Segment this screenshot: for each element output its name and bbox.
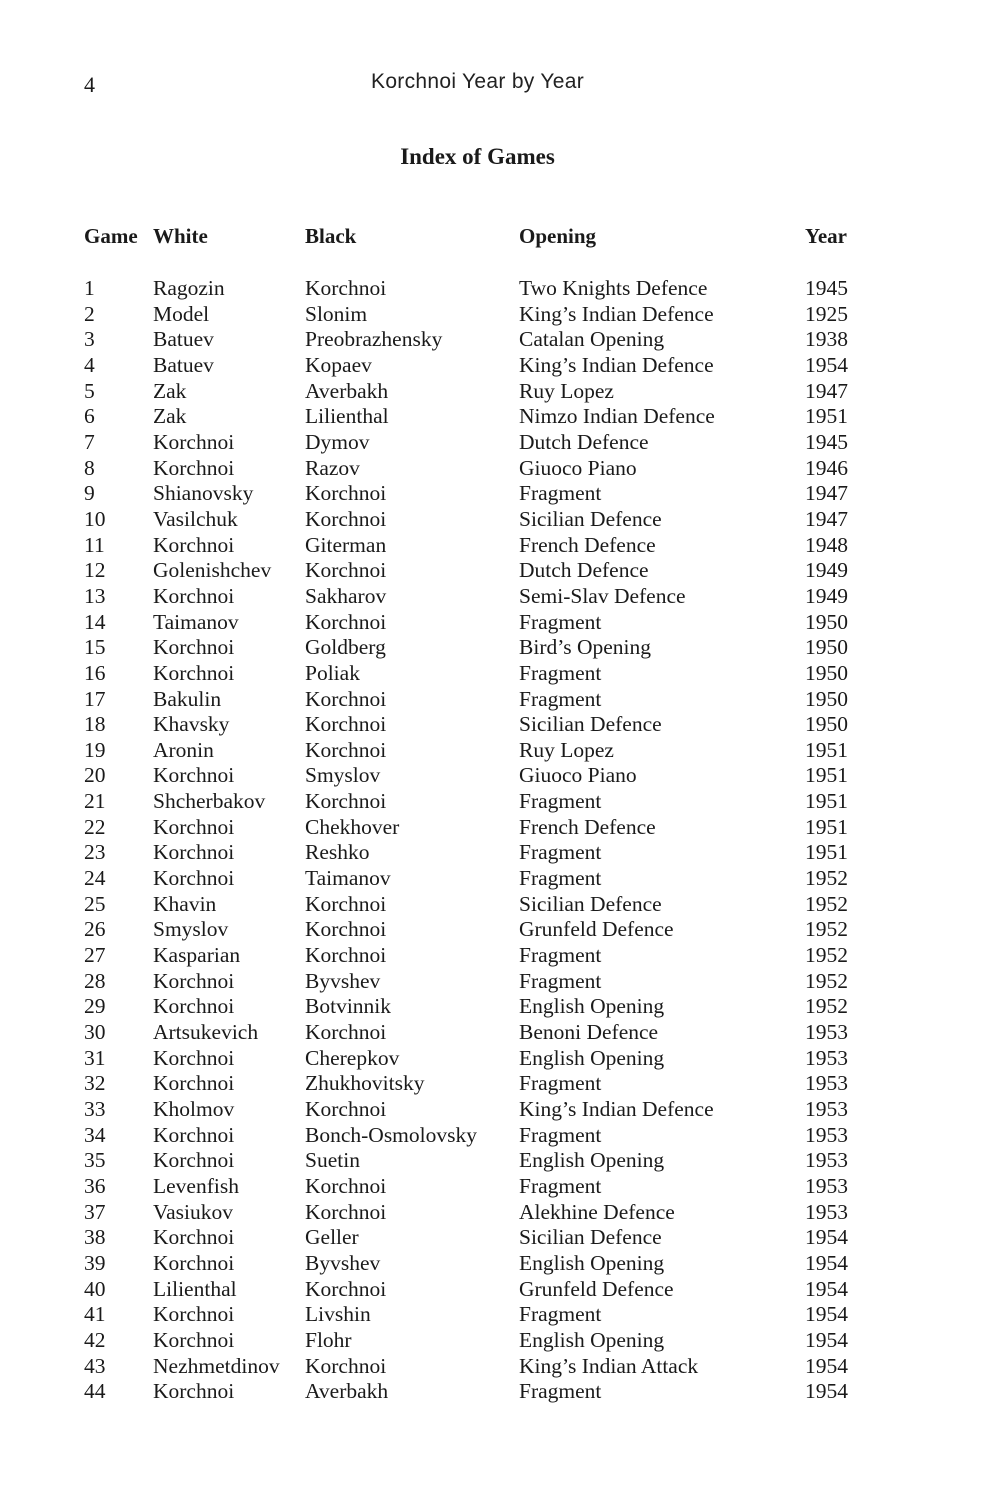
game-number-cell: 14 xyxy=(84,609,106,634)
table-row xyxy=(84,327,865,353)
table-row xyxy=(84,533,865,559)
opening-cell: Sicilian Defence xyxy=(519,1225,662,1250)
table-row xyxy=(84,1071,865,1097)
black-player-cell: Giterman xyxy=(305,532,387,557)
table-row xyxy=(84,866,865,892)
white-player-cell: Artsukevich xyxy=(153,1020,259,1045)
black-player-cell: Reshko xyxy=(305,840,370,865)
opening-cell: King’s Indian Defence xyxy=(519,301,714,326)
opening-cell: French Defence xyxy=(519,814,656,839)
white-player-cell: Korchnoi xyxy=(153,1327,235,1352)
game-number-cell: 21 xyxy=(84,789,106,814)
game-number-cell: 18 xyxy=(84,712,106,737)
game-number-cell: 44 xyxy=(84,1379,106,1404)
year-cell: 1951 xyxy=(805,737,848,762)
black-player-cell: Sakharov xyxy=(305,583,387,608)
game-number-cell: 32 xyxy=(84,1071,106,1096)
black-player-cell: Dymov xyxy=(305,429,370,454)
white-player-cell: Kasparian xyxy=(153,943,241,968)
black-player-cell: Korchnoi xyxy=(305,1097,387,1121)
table-row xyxy=(84,969,865,995)
year-cell: 1954 xyxy=(805,1302,848,1327)
opening-cell: Catalan Opening xyxy=(519,327,665,352)
game-number-cell: 2 xyxy=(84,301,95,326)
white-player-cell: Korchnoi xyxy=(153,814,235,839)
game-number-cell: 23 xyxy=(84,840,106,865)
white-player-cell: Golenishchev xyxy=(153,558,272,583)
game-number-cell: 34 xyxy=(84,1122,106,1147)
black-player-cell: Korchnoi xyxy=(305,917,387,942)
opening-cell: Fragment xyxy=(519,1302,602,1327)
table-row xyxy=(84,1302,865,1328)
header-row xyxy=(84,224,865,264)
opening-cell: English Opening xyxy=(519,1327,665,1352)
game-number-cell: 6 xyxy=(84,404,95,429)
opening-cell: Fragment xyxy=(519,481,602,506)
white-player-cell: Korchnoi xyxy=(153,429,235,454)
white-player-cell: Kholmov xyxy=(153,1097,235,1121)
black-player-cell: Byvshev xyxy=(305,968,381,993)
game-number-cell: 29 xyxy=(84,994,106,1019)
game-number-cell: 4 xyxy=(84,352,95,377)
game-number-cell: 25 xyxy=(84,891,106,916)
year-cell: 1950 xyxy=(805,712,848,737)
opening-cell: Fragment xyxy=(519,660,602,685)
header-black: Black xyxy=(305,224,357,248)
opening-cell: Giuoco Piano xyxy=(519,455,637,480)
white-player-cell: Korchnoi xyxy=(153,1379,235,1404)
year-cell: 1954 xyxy=(805,1353,848,1378)
year-cell: 1952 xyxy=(805,994,848,1019)
year-cell: 1947 xyxy=(805,506,848,531)
table-row xyxy=(84,994,865,1020)
opening-cell: Sicilian Defence xyxy=(519,506,662,531)
opening-cell: Nimzo Indian Defence xyxy=(519,404,715,429)
black-player-cell: Kopaev xyxy=(305,352,372,377)
section-title: Index of Games xyxy=(400,144,555,169)
white-player-cell: Korchnoi xyxy=(153,994,235,1019)
white-player-cell: Vasilchuk xyxy=(153,506,238,531)
table-row xyxy=(84,789,865,815)
table-row xyxy=(84,610,865,636)
white-player-cell: Korchnoi xyxy=(153,583,235,608)
game-number-cell: 42 xyxy=(84,1327,106,1352)
year-cell: 1946 xyxy=(805,455,848,480)
table-row xyxy=(84,712,865,738)
opening-cell: Alekhine Defence xyxy=(519,1199,675,1224)
opening-cell: Fragment xyxy=(519,1173,602,1198)
table-row xyxy=(84,661,865,687)
opening-cell: Ruy Lopez xyxy=(519,378,614,403)
white-player-cell: Zak xyxy=(153,378,187,403)
white-player-cell: Khavin xyxy=(153,891,217,916)
black-player-cell: Geller xyxy=(305,1225,359,1250)
year-cell: 1945 xyxy=(805,276,848,300)
table-row xyxy=(84,1046,865,1072)
year-cell: 1954 xyxy=(805,352,848,377)
game-number-cell: 11 xyxy=(84,532,105,557)
table-row xyxy=(84,276,865,302)
table-row xyxy=(84,481,865,507)
game-number-cell: 35 xyxy=(84,1148,106,1173)
opening-cell: Grunfeld Defence xyxy=(519,1276,674,1301)
game-number-cell: 5 xyxy=(84,378,95,403)
year-cell: 1952 xyxy=(805,917,848,942)
black-player-cell: Slonim xyxy=(305,301,368,326)
opening-cell: Semi-Slav Defence xyxy=(519,583,686,608)
opening-cell: King’s Indian Defence xyxy=(519,1097,714,1121)
year-cell: 1951 xyxy=(805,840,848,865)
year-cell: 1952 xyxy=(805,891,848,916)
white-player-cell: Ragozin xyxy=(153,276,225,300)
opening-cell: Fragment xyxy=(519,609,602,634)
opening-cell: Fragment xyxy=(519,943,602,968)
table-row xyxy=(84,840,865,866)
white-player-cell: Shcherbakov xyxy=(153,789,266,814)
black-player-cell: Korchnoi xyxy=(305,737,387,762)
opening-cell: Dutch Defence xyxy=(519,429,649,454)
year-cell: 1949 xyxy=(805,583,848,608)
opening-cell: King’s Indian Defence xyxy=(519,352,714,377)
white-player-cell: Shianovsky xyxy=(153,481,254,506)
game-number-cell: 8 xyxy=(84,455,95,480)
white-player-cell: Korchnoi xyxy=(153,1148,235,1173)
game-number-cell: 20 xyxy=(84,763,106,788)
year-cell: 1954 xyxy=(805,1225,848,1250)
header-year: Year xyxy=(805,224,847,248)
black-player-cell: Lilienthal xyxy=(305,404,389,429)
opening-cell: Sicilian Defence xyxy=(519,712,662,737)
year-cell: 1951 xyxy=(805,404,848,429)
table-row xyxy=(84,687,865,713)
opening-cell: English Opening xyxy=(519,1148,665,1173)
header-white: White xyxy=(153,224,208,248)
year-cell: 1953 xyxy=(805,1097,848,1121)
game-number-cell: 10 xyxy=(84,506,106,531)
black-player-cell: Korchnoi xyxy=(305,686,387,711)
black-player-cell: Goldberg xyxy=(305,635,386,660)
table-row xyxy=(84,1354,865,1380)
white-player-cell: Korchnoi xyxy=(153,840,235,865)
table-row xyxy=(84,815,865,841)
white-player-cell: Bakulin xyxy=(153,686,222,711)
white-player-cell: Korchnoi xyxy=(153,1045,235,1070)
table-row xyxy=(84,1174,865,1200)
year-cell: 1953 xyxy=(805,1071,848,1096)
table-row xyxy=(84,1200,865,1226)
opening-cell: Fragment xyxy=(519,1071,602,1096)
year-cell: 1951 xyxy=(805,789,848,814)
game-number-cell: 40 xyxy=(84,1276,106,1301)
game-number-cell: 15 xyxy=(84,635,106,660)
year-cell: 1952 xyxy=(805,943,848,968)
game-number-cell: 26 xyxy=(84,917,106,942)
opening-cell: Two Knights Defence xyxy=(519,276,708,300)
black-player-cell: Flohr xyxy=(305,1327,352,1352)
game-number-cell: 16 xyxy=(84,660,106,685)
white-player-cell: Nezhmetdinov xyxy=(153,1353,280,1378)
black-player-cell: Preobrazhensky xyxy=(305,327,443,352)
table-row xyxy=(84,738,865,764)
table-row xyxy=(84,584,865,610)
year-cell: 1952 xyxy=(805,968,848,993)
header-opening: Opening xyxy=(519,224,597,248)
opening-cell: Fragment xyxy=(519,866,602,891)
game-number-cell: 28 xyxy=(84,968,106,993)
black-player-cell: Korchnoi xyxy=(305,712,387,737)
white-player-cell: Model xyxy=(153,301,210,326)
year-cell: 1950 xyxy=(805,635,848,660)
games-index-table xyxy=(84,224,865,1405)
table-row xyxy=(84,943,865,969)
black-player-cell: Livshin xyxy=(305,1302,371,1327)
black-player-cell: Korchnoi xyxy=(305,789,387,814)
black-player-cell: Korchnoi xyxy=(305,506,387,531)
table-row xyxy=(84,1123,865,1149)
black-player-cell: Averbakh xyxy=(305,378,389,403)
header-game: Game xyxy=(84,224,138,248)
game-number-cell: 27 xyxy=(84,943,106,968)
opening-cell: Fragment xyxy=(519,1379,602,1404)
opening-cell: Giuoco Piano xyxy=(519,763,637,788)
game-number-cell: 9 xyxy=(84,481,95,506)
black-player-cell: Poliak xyxy=(305,660,360,685)
black-player-cell: Korchnoi xyxy=(305,943,387,968)
table-row xyxy=(84,763,865,789)
black-player-cell: Smyslov xyxy=(305,763,381,788)
game-number-cell: 1 xyxy=(84,276,95,300)
game-number-cell: 33 xyxy=(84,1097,106,1121)
game-number-cell: 12 xyxy=(84,558,106,583)
game-number-cell: 17 xyxy=(84,686,106,711)
table-row xyxy=(84,379,865,405)
black-player-cell: Korchnoi xyxy=(305,1353,387,1378)
black-player-cell: Korchnoi xyxy=(305,1199,387,1224)
opening-cell: King’s Indian Attack xyxy=(519,1353,699,1378)
opening-cell: Fragment xyxy=(519,789,602,814)
year-cell: 1954 xyxy=(805,1379,848,1404)
year-cell: 1953 xyxy=(805,1122,848,1147)
white-player-cell: Korchnoi xyxy=(153,1071,235,1096)
game-number-cell: 39 xyxy=(84,1250,106,1275)
opening-cell: Bird’s Opening xyxy=(519,635,651,660)
white-player-cell: Korchnoi xyxy=(153,532,235,557)
black-player-cell: Korchnoi xyxy=(305,891,387,916)
black-player-cell: Byvshev xyxy=(305,1250,381,1275)
white-player-cell: Levenfish xyxy=(153,1173,239,1198)
year-cell: 1950 xyxy=(805,609,848,634)
black-player-cell: Botvinnik xyxy=(305,994,392,1019)
black-player-cell: Korchnoi xyxy=(305,1173,387,1198)
year-cell: 1953 xyxy=(805,1148,848,1173)
running-head: Korchnoi Year by Year xyxy=(371,70,584,93)
table-row xyxy=(84,635,865,661)
header-spacer xyxy=(84,264,865,276)
white-player-cell: Batuev xyxy=(153,327,214,352)
game-number-cell: 30 xyxy=(84,1020,106,1045)
opening-cell: Dutch Defence xyxy=(519,558,649,583)
black-player-cell: Cherepkov xyxy=(305,1045,400,1070)
black-player-cell: Korchnoi xyxy=(305,609,387,634)
white-player-cell: Lilienthal xyxy=(153,1276,237,1301)
opening-cell: Sicilian Defence xyxy=(519,891,662,916)
opening-cell: English Opening xyxy=(519,994,665,1019)
white-player-cell: Taimanov xyxy=(153,609,239,634)
table-row xyxy=(84,917,865,943)
year-cell: 1954 xyxy=(805,1327,848,1352)
black-player-cell: Korchnoi xyxy=(305,276,387,300)
table-row xyxy=(84,1379,865,1405)
year-cell: 1938 xyxy=(805,327,848,352)
table-row xyxy=(84,1020,865,1046)
table-row xyxy=(84,1097,865,1123)
table-row xyxy=(84,1328,865,1354)
white-player-cell: Korchnoi xyxy=(153,1122,235,1147)
table-row xyxy=(84,456,865,482)
year-cell: 1925 xyxy=(805,301,848,326)
game-number-cell: 43 xyxy=(84,1353,106,1378)
game-number-cell: 31 xyxy=(84,1045,106,1070)
black-player-cell: Suetin xyxy=(305,1148,360,1173)
white-player-cell: Korchnoi xyxy=(153,1302,235,1327)
year-cell: 1950 xyxy=(805,686,848,711)
year-cell: 1949 xyxy=(805,558,848,583)
opening-cell: Grunfeld Defence xyxy=(519,917,674,942)
white-player-cell: Korchnoi xyxy=(153,968,235,993)
opening-cell: English Opening xyxy=(519,1250,665,1275)
black-player-cell: Bonch-Osmolovsky xyxy=(305,1122,477,1147)
game-number-cell: 41 xyxy=(84,1302,106,1327)
table-row xyxy=(84,1251,865,1277)
year-cell: 1953 xyxy=(805,1199,848,1224)
black-player-cell: Korchnoi xyxy=(305,1276,387,1301)
table-row xyxy=(84,404,865,430)
table-row xyxy=(84,353,865,379)
page-number: 4 xyxy=(84,72,95,97)
table-row xyxy=(84,558,865,584)
table-row xyxy=(84,430,865,456)
table-row xyxy=(84,302,865,328)
white-player-cell: Korchnoi xyxy=(153,1250,235,1275)
white-player-cell: Korchnoi xyxy=(153,866,235,891)
game-number-cell: 19 xyxy=(84,737,106,762)
opening-cell: Benoni Defence xyxy=(519,1020,659,1045)
game-number-cell: 13 xyxy=(84,583,106,608)
white-player-cell: Korchnoi xyxy=(153,660,235,685)
game-number-cell: 3 xyxy=(84,327,95,352)
year-cell: 1948 xyxy=(805,532,848,557)
year-cell: 1953 xyxy=(805,1045,848,1070)
white-player-cell: Smyslov xyxy=(153,917,229,942)
black-player-cell: Korchnoi xyxy=(305,1020,387,1045)
white-player-cell: Khavsky xyxy=(153,712,230,737)
year-cell: 1953 xyxy=(805,1173,848,1198)
white-player-cell: Korchnoi xyxy=(153,635,235,660)
opening-cell: French Defence xyxy=(519,532,656,557)
year-cell: 1952 xyxy=(805,866,848,891)
black-player-cell: Taimanov xyxy=(305,866,391,891)
black-player-cell: Korchnoi xyxy=(305,481,387,506)
white-player-cell: Vasiukov xyxy=(153,1199,234,1224)
white-player-cell: Korchnoi xyxy=(153,455,235,480)
year-cell: 1954 xyxy=(805,1250,848,1275)
year-cell: 1947 xyxy=(805,481,848,506)
white-player-cell: Zak xyxy=(153,404,187,429)
black-player-cell: Averbakh xyxy=(305,1379,389,1404)
table-row xyxy=(84,507,865,533)
table-header xyxy=(84,224,865,276)
opening-cell: English Opening xyxy=(519,1045,665,1070)
year-cell: 1954 xyxy=(805,1276,848,1301)
table-row xyxy=(84,1148,865,1174)
game-number-cell: 36 xyxy=(84,1173,106,1198)
game-number-cell: 7 xyxy=(84,429,95,454)
game-number-cell: 24 xyxy=(84,866,106,891)
year-cell: 1950 xyxy=(805,660,848,685)
white-player-cell: Korchnoi xyxy=(153,1225,235,1250)
opening-cell: Fragment xyxy=(519,840,602,865)
game-number-cell: 37 xyxy=(84,1199,106,1224)
year-cell: 1947 xyxy=(805,378,848,403)
table-row xyxy=(84,892,865,918)
opening-cell: Fragment xyxy=(519,686,602,711)
white-player-cell: Korchnoi xyxy=(153,763,235,788)
white-player-cell: Aronin xyxy=(153,737,214,762)
opening-cell: Fragment xyxy=(519,1122,602,1147)
black-player-cell: Chekhover xyxy=(305,814,400,839)
table-row xyxy=(84,1225,865,1251)
game-number-cell: 38 xyxy=(84,1225,106,1250)
year-cell: 1951 xyxy=(805,814,848,839)
game-number-cell: 22 xyxy=(84,814,106,839)
year-cell: 1953 xyxy=(805,1020,848,1045)
black-player-cell: Korchnoi xyxy=(305,558,387,583)
table-row xyxy=(84,1277,865,1303)
opening-cell: Fragment xyxy=(519,968,602,993)
table-body xyxy=(84,276,865,1405)
black-player-cell: Zhukhovitsky xyxy=(305,1071,425,1096)
white-player-cell: Batuev xyxy=(153,352,214,377)
opening-cell: Ruy Lopez xyxy=(519,737,614,762)
year-cell: 1951 xyxy=(805,763,848,788)
black-player-cell: Razov xyxy=(305,455,360,480)
year-cell: 1945 xyxy=(805,429,848,454)
